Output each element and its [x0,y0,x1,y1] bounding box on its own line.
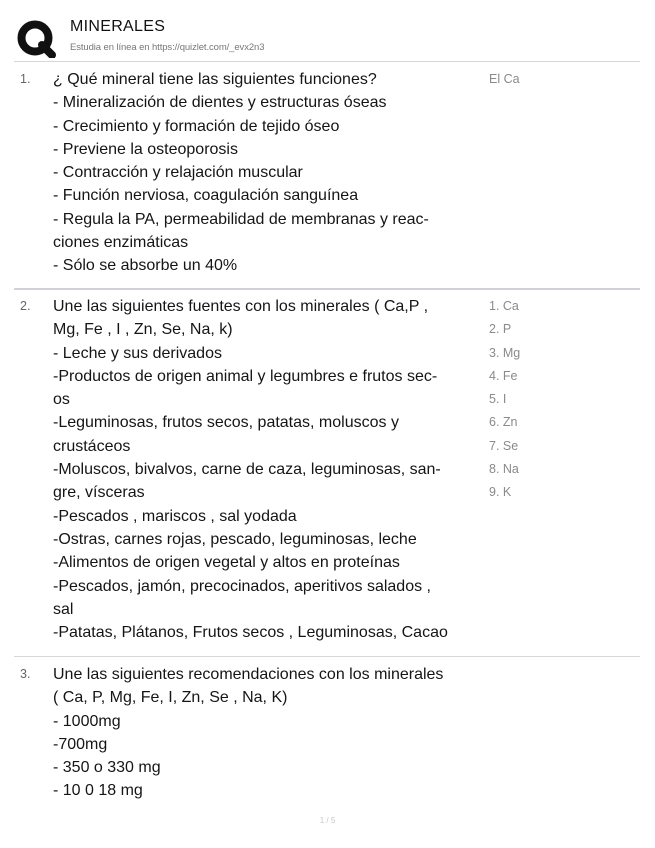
question-line: ( Ca, P, Mg, Fe, I, Zn, Se , Na, K) [53,689,288,707]
question-text [53,68,489,278]
question-text [53,663,489,803]
answer-line: 5. I [489,392,507,407]
question-line: -Productos de origen animal y legumbres e frutos sec- [53,367,438,385]
question-line: - Mineralización de dientes y estructuras óseas [53,94,387,112]
set-title: MINERALES [70,18,166,35]
question-number: 1. [20,72,31,86]
question-line: - Crecimiento y formación de tejido óseo [53,117,340,135]
question-line: ciones enzimáticas [53,234,189,252]
question-line: gre, vísceras [53,484,145,502]
set-subtitle: Estudia en línea en https://quizlet.com/_evx2n3 [70,42,265,53]
question-number: 2. [20,299,31,313]
question-line: -Leguminosas, frutos secos, patatas, moluscos y [53,414,399,432]
question-line: sal [53,600,74,618]
question-line: - 1000mg [53,712,121,730]
question-line: -Pescados , mariscos , sal yodada [53,507,297,525]
answer-text [489,295,520,505]
question-line: -Patatas, Plátanos, Frutos secos , Leguminosas, Cacao [53,624,448,642]
answer-text [489,68,520,91]
question-line: -Ostras, carnes rojas, pescado, leguminosas, leche [53,530,417,548]
question-line: - Regula la PA, permeabilidad de membranas y reac- [53,210,429,228]
answer-line: 3. Mg [489,345,521,360]
answer-line: 8. Na [489,462,519,477]
question-line: - 350 o 330 mg [53,759,161,777]
question-line: - Sólo se absorbe un 40% [53,257,238,275]
answer-line: El Ca [489,72,520,86]
question-divider [14,288,640,290]
question-line: - 10 0 18 mg [53,782,143,800]
question-line: - Leche y sus derivados [53,344,222,362]
question-line: -Alimentos de origen vegetal y altos en proteínas [53,554,400,572]
answer-line: 4. Fe [489,368,518,383]
question-line: os [53,391,70,409]
question-line: crustáceos [53,437,131,455]
question-line: Une las siguientes fuentes con los minerales ( Ca,P , [53,298,429,315]
answer-line: 6. Zn [489,415,518,430]
question-divider [14,656,640,657]
header-divider [14,61,640,62]
question-text [53,295,489,644]
question-line: - Contracción y relajación muscular [53,164,303,182]
question-line: Une las siguientes recomendaciones con los minerales [53,666,444,683]
page-number: 1 / 5 [319,816,336,825]
answer-line: 2. P [489,322,512,337]
answer-line: 9. K [489,485,512,500]
question-line: -Moluscos, bivalvos, carne de caza, leguminosas, san- [53,461,441,479]
question-line: Mg, Fe , I , Zn, Se, Na, k) [53,321,233,339]
quizlet-logo-icon [16,18,56,58]
question-line: -700mg [53,735,108,753]
question-line: - Previene la osteoporosis [53,140,238,158]
question-line: ¿ Qué mineral tiene las siguientes funciones? [53,71,377,88]
question-number: 3. [20,667,31,681]
answer-line: 1. Ca [489,299,519,313]
question-line: -Pescados, jamón, precocinados, aperitivos salados , [53,577,431,595]
question-line: - Función nerviosa, coagulación sanguínea [53,187,359,205]
answer-line: 7. Se [489,438,519,453]
